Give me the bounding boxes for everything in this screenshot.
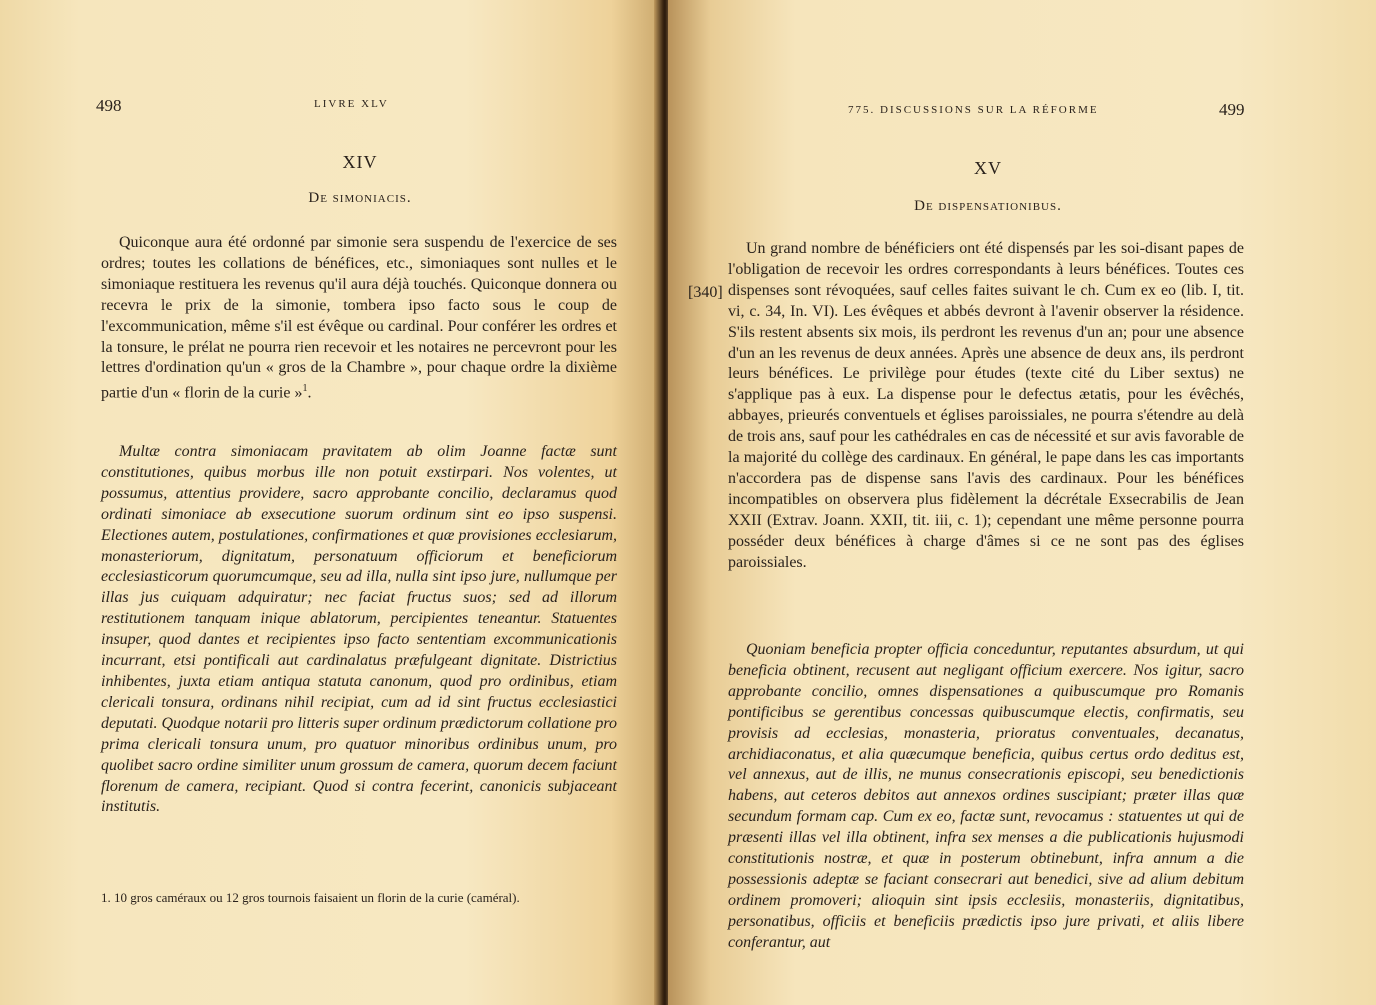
section-title: De simoniacis. xyxy=(308,190,412,206)
summary-paragraph: Un grand nombre de bénéficiers ont été dispensés par les soi-disant papes de l'obligation de recevoir les ordres correspondants à leurs bénéfices. Toutes ces dispenses sont révoquées, sauf celles faites suivant le ch. Cum ex eo (lib. I, tit. vi, c. 34, In. VI). Les évêques et abbés devront à l'avenir observer la résidence. S'ils restent absents six mois, ils perdront les revenus d'un an; pour une absence d'un an les revenus de deux années. Après une absence de deux ans, ils perdront leurs bénéfices. Le privilège pour études (texte cité du Liber sextus) ne s'applique pas à eux. La dispense pour le defectus ætatis, pour les évêchés, abbayes, prieurés conventuels et églises paroissiales, ne pourra s'étendre au delà de trois ans, sauf pour les cathédrales en cas de nécessité et sur avis favorable de la majorité du collège des cardinaux. En général, le pape dans les cas importants n'accordera pas de dispense sans l'avis des cardinaux. Pour les bénéfices incompatibles on observera plus fidèlement la décrétale Exsecrabilis de Jean XXII (Extrav. Joann. XXII, tit. iii, c. 1); cependant une même personne pourra posséder deux bénéfices à charge d'âmes si ce ne sont pas des églises paroissiales. xyxy=(728,240,1244,571)
summary-text: Quiconque aura été ordonné par simonie sera suspendu de l'exercice de ses ordres; toutes les collations de bénéfices, etc., simoniaques sont nulles et le simoniaque restituera les revenus qu'il aura déjà touchés. Quiconque donnera ou recevra le prix de la simonie, tombera ipso facto sous le coup de l'excommunication, même s'il est évêque ou cardinal. Pour conférer les ordres et la tonsure, le prélat ne pourra rien recevoir et les notaires ne percevront pour les lettres d'ordination qu'un « gros de la Chambre », pour chaque ordre la dixième partie d'un « florin de la curie » xyxy=(101,234,617,402)
latin-text: Quoniam beneficia propter officia conceduntur, reputantes absurdum, ut qui beneficia obtinent, recusent aut negligant officium exercere. Nos igitur, sacro approbante concilio, omnes dispensationes a quibuscumque pro Romanis pontificibus se gerentibus concessas quibuscumque electis, confirmatis, seu provisis ad ecclesias, monasteria, prioratus conventuales, decanatus, archidiaconatus, et alia quæcumque beneficia, quibus certus ordo deditus est, vel annexus, aut de illis, ne munus consecrationis episcopi, seu benedictionis habens, aut ceteros debitos aut annexos ordines suscipiant; præter illas quæ secundum formam cap. Cum ex eo, factæ sunt, revocamus : statuentes ut qui de præsenti illas vel illa obtinent, infra sex menses a die publicationis hujusmodi constitutionis nostræ, et quæ in posterum obtinebunt, infra annum a die possessionis adeptæ se faciant consecrari aut benedici, sive ad alium debitum ordinem promoveri; alioquin sint ipsis ecclesiis, monasteriis, dignitatibus, personatibus, officiis et beneficiis prædictis ipso jure privati, et aliis libere conferantur, aut xyxy=(728,641,1244,951)
page-number: 498 xyxy=(96,96,122,115)
footnote: 1. 10 gros caméraux ou 12 gros tournois faisaient un florin de la curie (caméral). xyxy=(101,890,520,905)
footnote-marker: 1 xyxy=(302,383,308,395)
summary-paragraph: Quiconque aura été ordonné par simonie sera suspendu de l'exercice de ses ordres; toutes les collations de bénéfices, etc., simoniaques sont nulles et le simoniaque restituera les revenus qu'il aura déjà touchés. Quiconque donnera ou recevra le prix de la simonie, tombera ipso facto sous le coup de l'excommunication, même s'il est évêque ou cardinal. Pour conférer les ordres et la tonsure, le prélat ne pourra rien recevoir et les notaires ne percevront pour les lettres d'ordination qu'un « gros de la Chambre », pour chaque ordre la dixième partie d'un « florin de la curie »$^1$. xyxy=(101,234,617,402)
section-number: XIV xyxy=(342,152,378,172)
section-number: XV xyxy=(974,158,1002,178)
page-number: 499 xyxy=(1219,100,1245,119)
running-head: LIVRE XLV xyxy=(314,98,389,110)
right-page xyxy=(668,0,1376,1005)
left-page xyxy=(0,0,664,1005)
running-head: 775. DISCUSSIONS SUR LA RÉFORME xyxy=(848,104,1099,116)
latin-text: Multæ contra simoniacam pravitatem ab olim Joanne factæ sunt constitutiones, quibus morbus ille non potuit exstirpari. Nos volentes, ut possumus, attentius providere, sacro approbante concilio, declaramus quod ordinati simoniace ab exsecutione suorum ordinum sint eo ipso suspensi. Electiones autem, postulationes, confirmationes et quæ provisiones ecclesiarum, monasteriorum, dignitatum, personatuum officiorum et beneficiorum ecclesiasticorum quorumcumque, seu ad illa, nulla sint ipso jure, nullumque per illas jus cuiquam adquiratur; nec faciat fructus suos; sed ad illorum restitutionem tanquam inique ablatorum, percipientes teneantur. Statuentes insuper, quod dantes et recipientes ipso facto sententiam excommunicationis incurrant, etsi pontificali aut cardinalatus præfulgeant dignitate. Districtius inhibentes, juxta etiam antiqua statuta canonum, quod pro ordinibus, etiam clericali tonsura, ordinans nihil recipiat, cum ad id sint fructus ecclesiastici deputati. Quodque notarii pro litteris super ordinum prædictorum collatione pro prima clericali tonsura unum, pro quatuor minoribus ordinibus unum, pro quolibet sacro ordine similiter unum grossum de camera, quorum decem faciunt florenum de camera, recipiant. Quod si contra fecerint, canonicis subjaceant institutis. xyxy=(101,443,617,816)
margin-reference: [340] xyxy=(688,284,723,301)
section-title: De dispensationibus. xyxy=(914,198,1062,214)
